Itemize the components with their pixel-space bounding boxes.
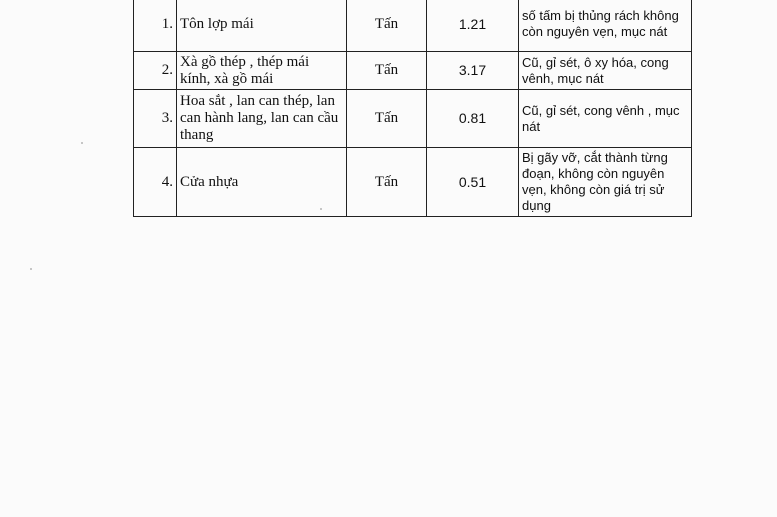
scan-speck: [320, 208, 322, 210]
item-unit: Tấn: [347, 0, 427, 52]
scan-speck: [30, 268, 32, 270]
item-name: Cửa nhựa: [177, 148, 347, 217]
scan-speck: [81, 142, 83, 144]
table-row: [134, 148, 692, 217]
row-number: 4.: [134, 148, 177, 217]
row-number: 2.: [134, 52, 177, 90]
item-quantity: 0.81: [427, 90, 519, 148]
item-condition: Cũ, gỉ sét, ô xy hóa, cong vênh, mục nát: [519, 52, 692, 90]
item-name: Tôn lợp mái: [177, 0, 347, 52]
item-quantity: 3.17: [427, 52, 519, 90]
row-number: 1.: [134, 0, 177, 52]
item-unit: Tấn: [347, 90, 427, 148]
row-number: 3.: [134, 90, 177, 148]
item-condition: Cũ, gỉ sét, cong vênh , mục nát: [519, 90, 692, 148]
table-row: [134, 52, 692, 90]
item-unit: Tấn: [347, 148, 427, 217]
item-quantity: 1.21: [427, 0, 519, 52]
item-name: Xà gồ thép , thép mái kính, xà gồ mái: [177, 52, 347, 90]
table-row: [134, 90, 692, 148]
table-row: [134, 0, 692, 52]
item-name: Hoa sắt , lan can thép, lan can hành lang, lan can cầu thang: [177, 90, 347, 148]
item-condition: số tấm bị thủng rách không còn nguyên vẹn, mục nát: [519, 0, 692, 52]
item-quantity: 0.51: [427, 148, 519, 217]
item-condition: Bị gãy vỡ, cắt thành từng đoạn, không còn nguyên vẹn, không còn giá trị sử dụng: [519, 148, 692, 217]
scrap-materials-table: [133, 0, 692, 217]
item-unit: Tấn: [347, 52, 427, 90]
